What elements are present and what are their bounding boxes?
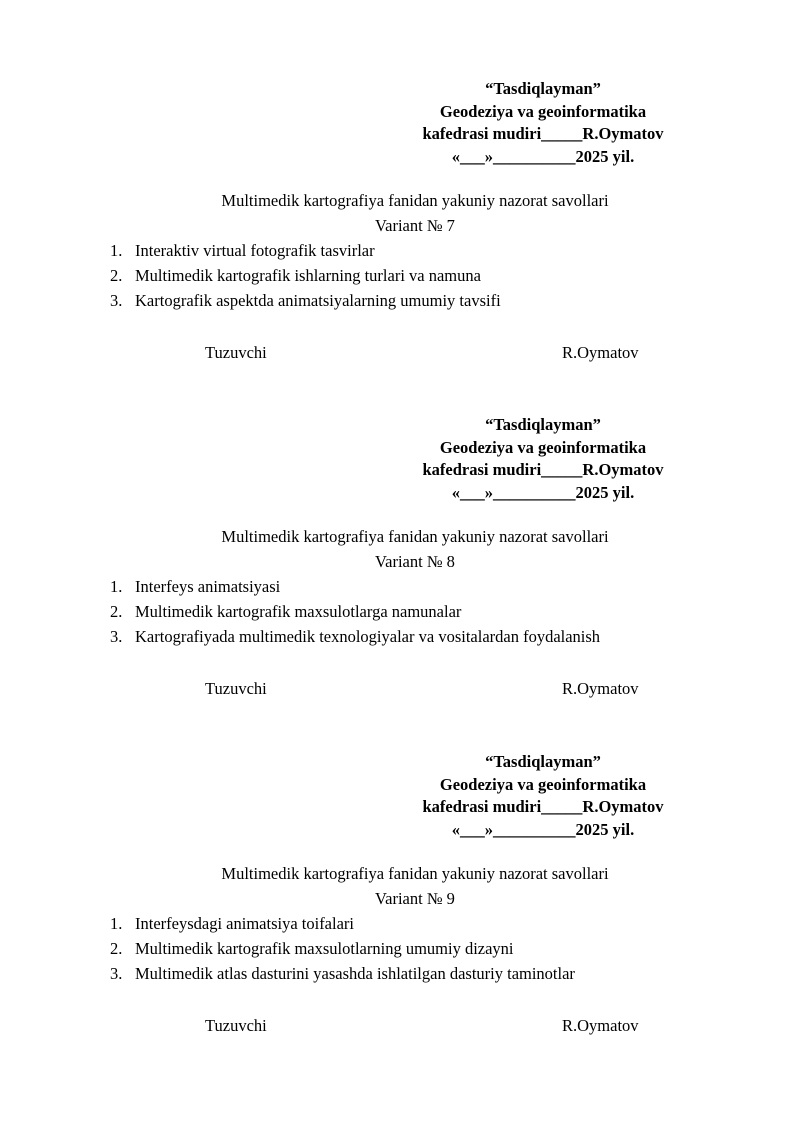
question-text: Kartografiyada multimedik texnologiyalar va vositalardan foydalanish (135, 627, 601, 646)
compiler-label: Tuzuvchi (205, 1016, 267, 1035)
question-item (110, 240, 501, 265)
approval-stamp (400, 751, 686, 841)
exam-title: Multimedik kartografiya fanidan yakuniy nazorat savollari (221, 191, 609, 210)
question-item (110, 963, 575, 988)
approval-date: «___»__________2025 yil. (451, 146, 635, 166)
question-text: Multimedik kartografik maxsulotlarga namunalar (135, 602, 462, 621)
compiler-name: R.Oymatov (562, 1016, 639, 1035)
question-number: 1. (110, 914, 123, 933)
exam-title: Multimedik kartografiya fanidan yakuniy nazorat savollari (221, 864, 609, 883)
department-name: Geodeziya va geoinformatika (439, 774, 647, 794)
question-list (110, 240, 501, 315)
question-list (110, 576, 600, 651)
exam-title-block (100, 190, 730, 240)
approval-stamp (400, 414, 686, 504)
approval-date: «___»__________2025 yil. (451, 819, 635, 839)
exam-title-block (100, 526, 730, 576)
question-text: Multimedik kartografik maxsulotlarning umumiy dizayni (135, 939, 514, 958)
question-item (110, 601, 600, 626)
question-number: 1. (110, 241, 123, 260)
question-number: 3. (110, 291, 123, 310)
compiler-label: Tuzuvchi (205, 679, 267, 698)
department-head: kafedrasi mudiri_____R.Oymatov (422, 124, 664, 143)
variant-block-7 (0, 78, 800, 378)
department-head: kafedrasi mudiri_____R.Oymatov (422, 797, 664, 816)
approval-heading: “Tasdiqlayman” (485, 415, 601, 434)
question-text: Multimedik kartografik ishlarning turlari va namuna (135, 266, 481, 285)
question-item (110, 290, 501, 315)
question-number: 2. (110, 266, 123, 285)
variant-number: Variant № 7 (375, 216, 455, 235)
question-number: 2. (110, 939, 123, 958)
compiler-label: Tuzuvchi (205, 343, 267, 362)
approval-heading: “Tasdiqlayman” (485, 79, 601, 98)
question-item (110, 265, 501, 290)
department-head: kafedrasi mudiri_____R.Oymatov (422, 460, 664, 479)
department-name: Geodeziya va geoinformatika (439, 437, 647, 457)
question-number: 2. (110, 602, 123, 621)
approval-heading: “Tasdiqlayman” (485, 752, 601, 771)
question-item (110, 576, 600, 601)
variant-block-9 (0, 751, 800, 1051)
question-number: 1. (110, 577, 123, 596)
question-text: Multimedik atlas dasturini yasashda ishlatilgan dasturiy taminotlar (135, 964, 575, 983)
question-number: 3. (110, 964, 123, 983)
compiler-name: R.Oymatov (562, 679, 639, 698)
compiler-name: R.Oymatov (562, 343, 639, 362)
question-text: Interaktiv virtual fotografik tasvirlar (135, 241, 375, 260)
variant-number: Variant № 8 (375, 552, 455, 571)
exam-title-block (100, 863, 730, 913)
question-text: Interfeysdagi animatsiya toifalari (135, 914, 354, 933)
approval-stamp (400, 78, 686, 168)
question-item (110, 913, 575, 938)
exam-title: Multimedik kartografiya fanidan yakuniy nazorat savollari (221, 527, 609, 546)
variant-number: Variant № 9 (375, 889, 455, 908)
variant-block-8 (0, 414, 800, 714)
approval-date: «___»__________2025 yil. (451, 482, 635, 502)
question-item (110, 626, 600, 651)
question-number: 3. (110, 627, 123, 646)
question-text: Kartografik aspektda animatsiyalarning umumiy tavsifi (135, 291, 501, 310)
question-text: Interfeys animatsiyasi (135, 577, 281, 596)
question-list (110, 913, 575, 988)
question-item (110, 938, 575, 963)
department-name: Geodeziya va geoinformatika (439, 101, 647, 121)
